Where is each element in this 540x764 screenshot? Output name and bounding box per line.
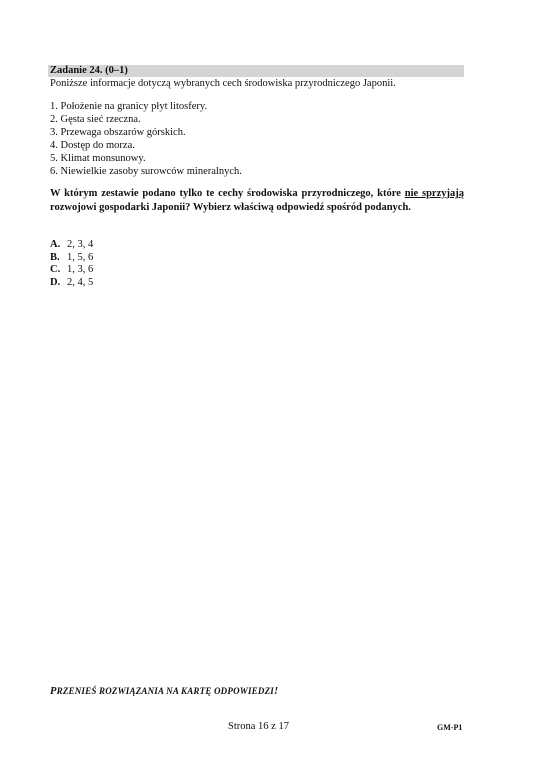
task-intro: Poniższe informacje dotyczą wybranych cech środowiska przyrodniczego Japonii. <box>50 78 396 89</box>
feature-item: 6. Niewielkie zasoby surowców mineralnych. <box>50 166 242 177</box>
answer-letter: C. <box>50 264 61 275</box>
note-exclamation: ! <box>273 686 279 697</box>
exam-code: GM-P1 <box>437 723 463 732</box>
feature-item: 5. Klimat monsunowy. <box>50 153 146 164</box>
question-text <box>50 187 464 214</box>
note-initial: P <box>50 686 57 697</box>
answer-option-a[interactable] <box>50 239 93 252</box>
answer-option-d[interactable] <box>50 277 93 290</box>
question-underlined: nie sprzyjają <box>404 188 464 199</box>
answer-option-c[interactable] <box>50 264 93 277</box>
answer-option-b[interactable] <box>50 252 93 265</box>
answer-value: 2, 3, 4 <box>67 239 94 250</box>
answer-value: 1, 3, 6 <box>67 264 94 275</box>
feature-item: 2. Gęsta sieć rzeczna. <box>50 114 141 125</box>
question-part-2: rozwojowi gospodarki Japonii? Wybierz właściwą odpowiedź spośród podanych. <box>50 201 411 213</box>
transfer-answers-note <box>50 686 278 697</box>
feature-item: 4. Dostęp do morza. <box>50 140 135 151</box>
feature-item: 1. Położenie na granicy płyt litosfery. <box>50 101 208 112</box>
answer-letter: B. <box>50 251 60 263</box>
question-part-1: W którym zestawie podano tylko te cechy środowiska przyrodniczego, które <box>50 188 405 199</box>
answer-value: 2, 4, 5 <box>67 276 94 288</box>
answer-letter: D. <box>50 276 61 288</box>
note-text: RZENIEŚ ROZWIĄZANIA NA KARTĘ ODPOWIEDZI <box>56 686 274 696</box>
answer-list <box>50 239 93 289</box>
page-number: Strona 16 z 17 <box>228 721 289 732</box>
task-title: Zadanie 24. (0–1) <box>48 65 464 77</box>
feature-item: 3. Przewaga obszarów górskich. <box>50 127 186 138</box>
answer-letter: A. <box>50 239 61 250</box>
answer-value: 1, 5, 6 <box>67 251 94 263</box>
feature-list <box>50 100 242 178</box>
